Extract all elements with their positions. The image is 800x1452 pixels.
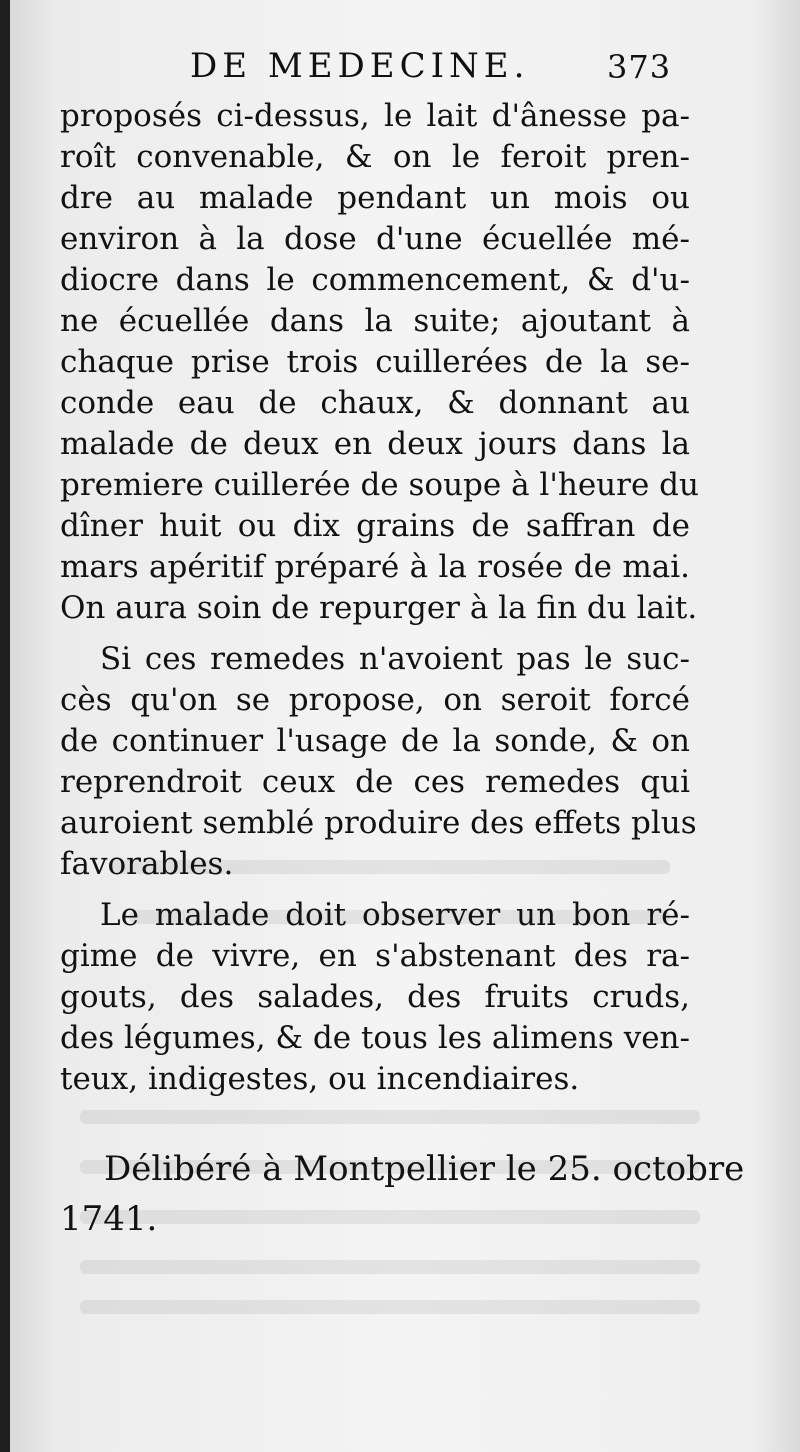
page-number: 373 bbox=[607, 48, 672, 86]
text-line: dre au malade pendant un mois ou bbox=[60, 180, 690, 216]
book-page bbox=[10, 0, 800, 1452]
body-text bbox=[60, 96, 745, 1244]
text-line: On aura soin de repurger à la fin du lait. bbox=[60, 590, 698, 626]
text-line: Le malade doit observer un bon ré- bbox=[100, 897, 690, 933]
text-line: mars apéritif préparé à la rosée de mai. bbox=[60, 549, 690, 585]
paragraph-1 bbox=[60, 96, 699, 629]
paragraph-2 bbox=[60, 639, 697, 885]
paragraph-spacer bbox=[60, 885, 690, 895]
page-header bbox=[10, 46, 800, 96]
text-line: auroient semblé produire des effets plus bbox=[60, 805, 697, 841]
text-line: reprendroit ceux de ces remedes qui bbox=[60, 764, 690, 800]
text-line: conde eau de chaux, & donnant au bbox=[60, 385, 690, 421]
text-line: Si ces remedes n'avoient pas le suc- bbox=[100, 641, 690, 677]
text-line: premiere cuillerée de soupe à l'heure du bbox=[60, 467, 699, 503]
text-line: environ à la dose d'une écuellée mé- bbox=[60, 221, 690, 257]
text-line: gouts, des salades, des fruits cruds, bbox=[60, 979, 690, 1015]
text-line: roît convenable, & on le feroit pren- bbox=[60, 139, 690, 175]
text-line: favorables. bbox=[60, 846, 234, 882]
running-head: DE MEDECINE. bbox=[190, 46, 530, 86]
text-line: teux, indigestes, ou incendiaires. bbox=[60, 1061, 580, 1097]
text-line: de continuer l'usage de la sonde, & on bbox=[60, 723, 690, 759]
paragraph-3 bbox=[60, 895, 690, 1100]
text-line: proposés ci-dessus, le lait d'ânesse pa- bbox=[60, 98, 690, 134]
paragraph-spacer bbox=[60, 629, 690, 639]
signature-date: 1741. bbox=[60, 1199, 158, 1239]
text-line: malade de deux en deux jours dans la bbox=[60, 426, 690, 462]
text-line: cès qu'on se propose, on seroit forcé bbox=[60, 682, 690, 718]
text-line: chaque prise trois cuillerées de la se- bbox=[60, 344, 690, 380]
signature-block bbox=[60, 1144, 745, 1244]
text-line: diocre dans le commencement, & d'u- bbox=[60, 262, 690, 298]
text-line: ne écuellée dans la suite; ajoutant à bbox=[60, 303, 690, 339]
paragraph-spacer bbox=[60, 1100, 690, 1144]
text-line: gime de vivre, en s'abstenant des ra- bbox=[60, 938, 690, 974]
text-line: dîner huit ou dix grains de saffran de bbox=[60, 508, 690, 544]
text-line: des légumes, & de tous les alimens ven- bbox=[60, 1020, 690, 1056]
signature-line: Délibéré à Montpellier le 25. octobre bbox=[104, 1149, 745, 1189]
